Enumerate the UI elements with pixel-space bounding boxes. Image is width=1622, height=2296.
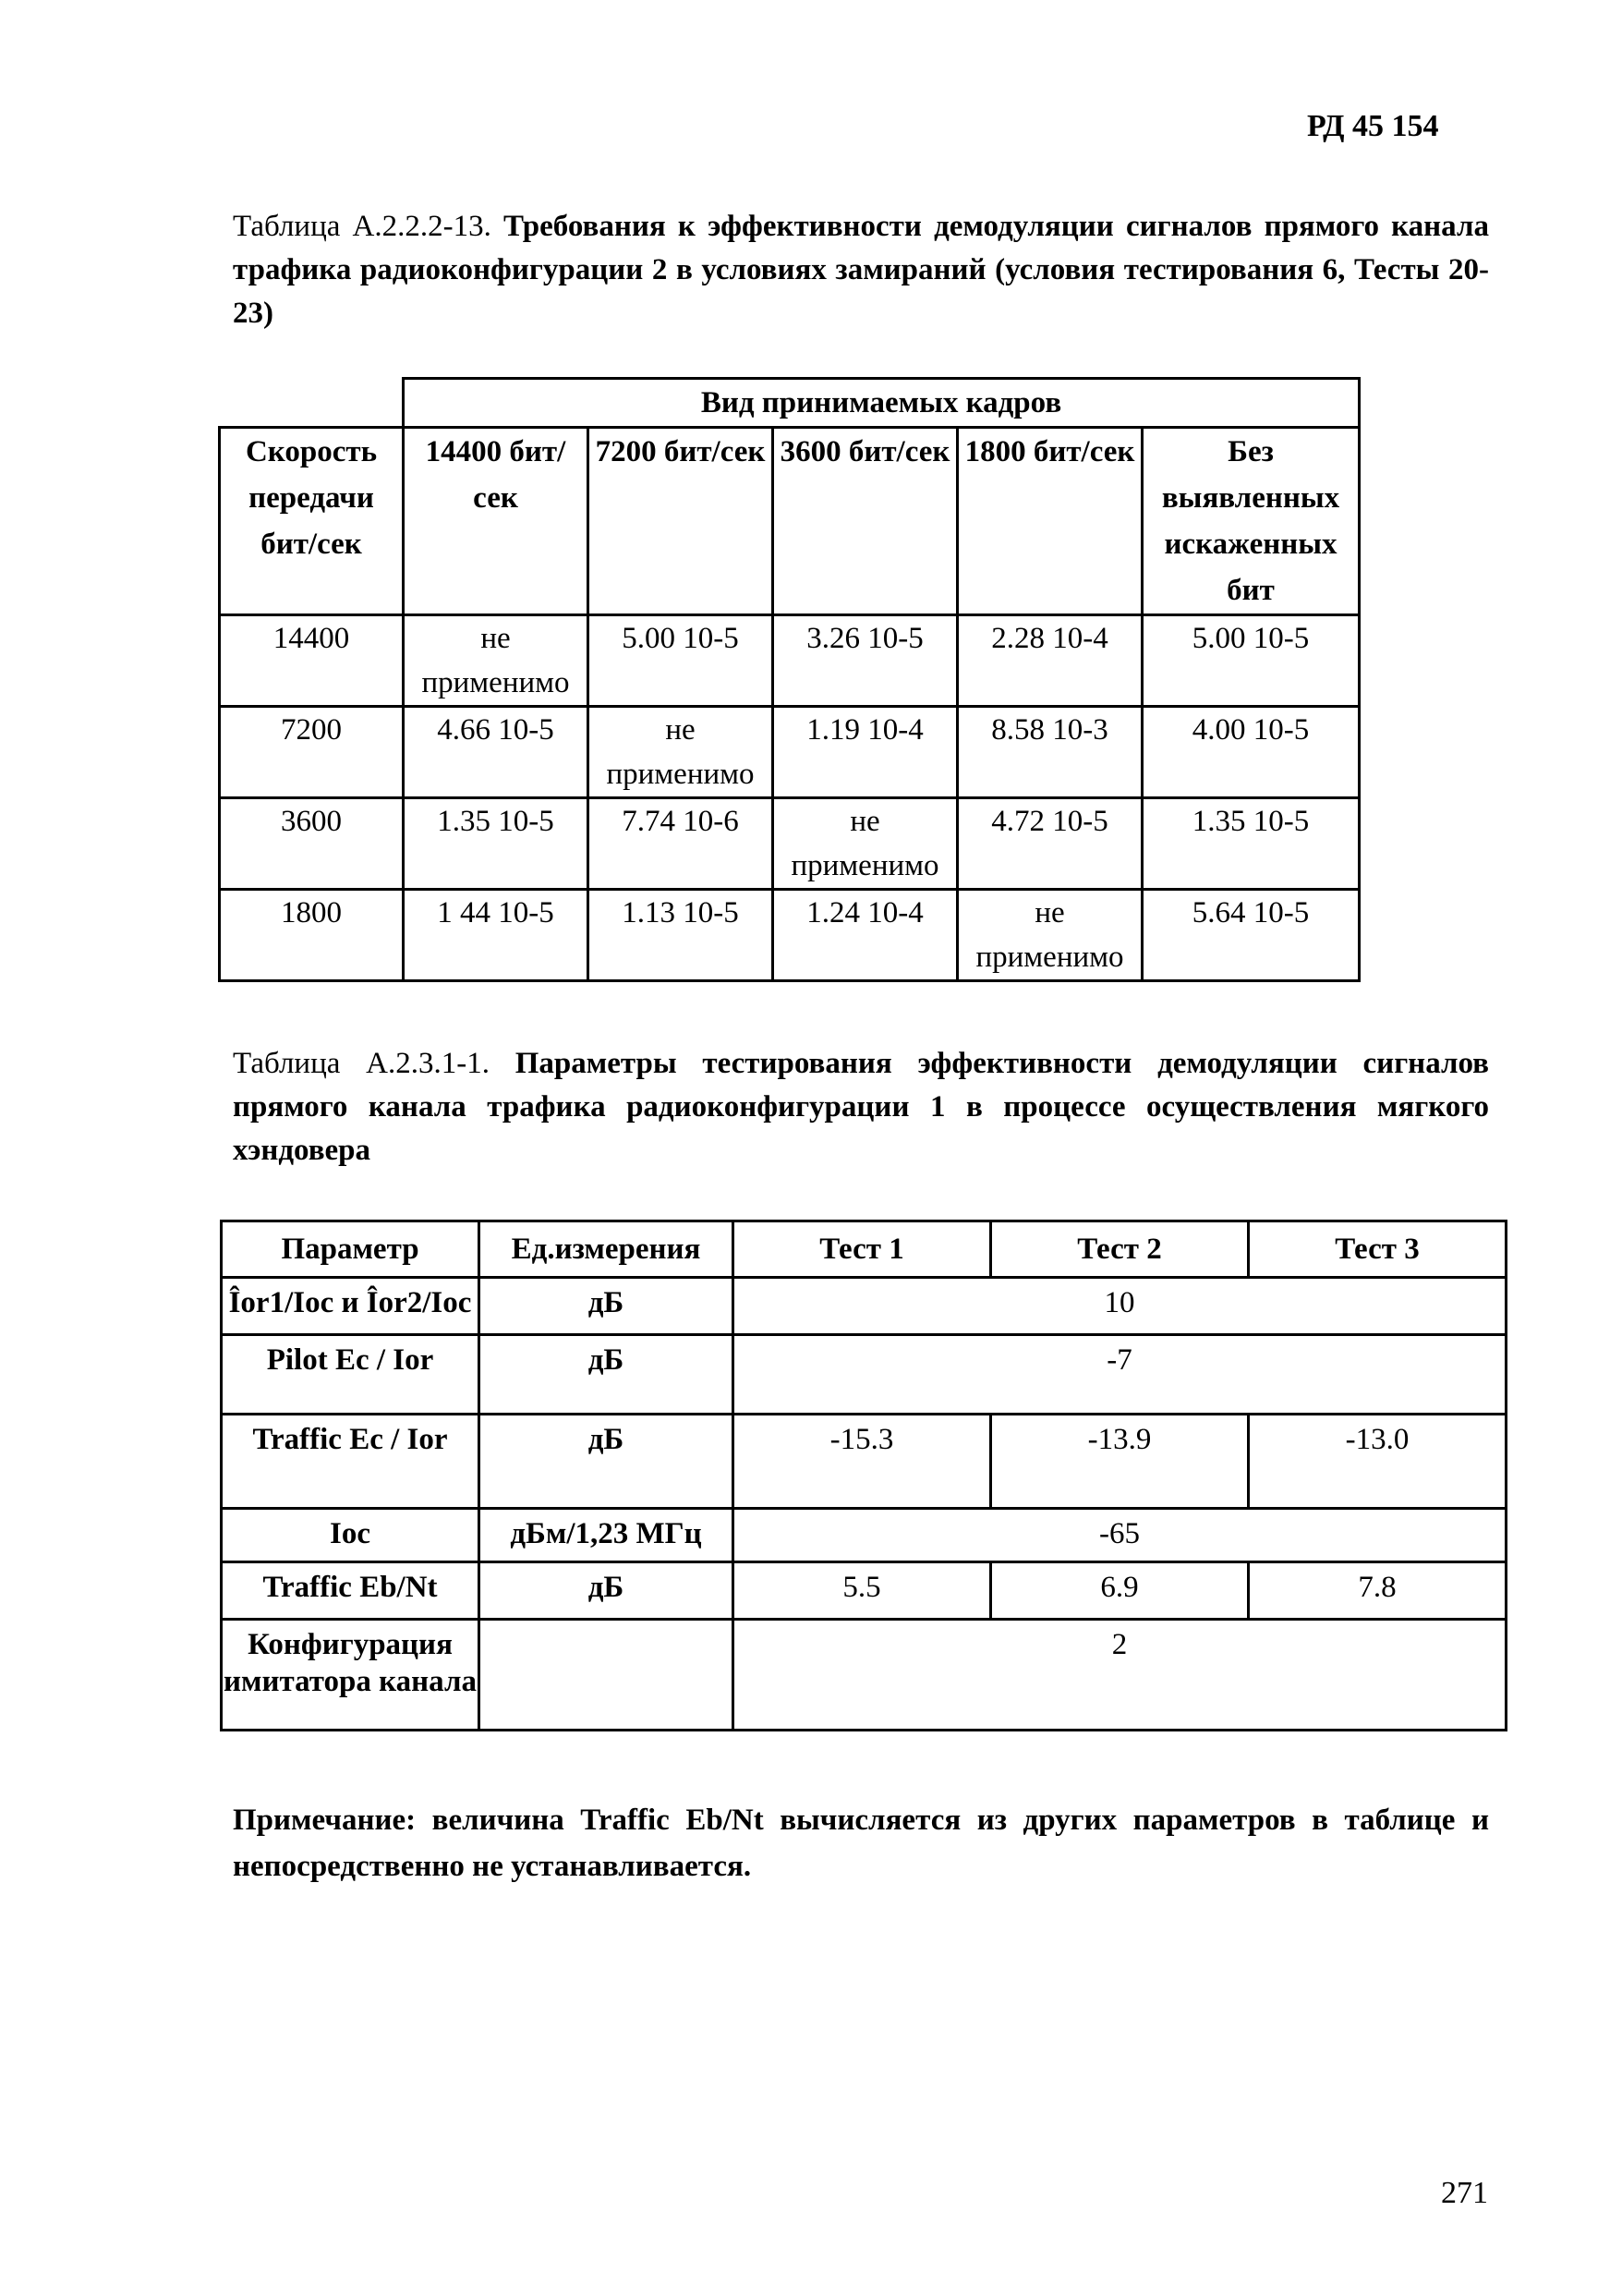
table-row [220, 798, 1360, 890]
col-header: 1800 бит/сек [958, 428, 1143, 615]
value-cell: -13.9 [991, 1415, 1249, 1509]
value-cell: 8.58 10-3 [958, 707, 1143, 798]
rate-cell: 7200 [220, 707, 404, 798]
unit-cell: дБ [479, 1335, 733, 1415]
table-row [222, 1415, 1507, 1509]
rate-cell: 1800 [220, 890, 404, 981]
value-cell: -65 [733, 1509, 1507, 1562]
value-cell: не применимо [404, 615, 588, 707]
page-number: 271 [1441, 2176, 1488, 2210]
param-cell: Ioc [222, 1509, 479, 1562]
unit-cell: дБ [479, 1278, 733, 1335]
unit-cell: дБм/1,23 МГц [479, 1509, 733, 1562]
value-cell: -7 [733, 1335, 1507, 1415]
row-header: Скорость передачи бит/сек [220, 428, 404, 615]
col-header: Параметр [222, 1221, 479, 1278]
col-header: Тест 3 [1249, 1221, 1507, 1278]
value-cell: 4.66 10-5 [404, 707, 588, 798]
value-cell: -15.3 [733, 1415, 991, 1509]
table1-caption-lead: Таблица А.2.2.2-13. [233, 210, 491, 243]
demodulation-requirements-table [218, 377, 1361, 982]
value-cell: 1.19 10-4 [773, 707, 958, 798]
value-cell: 10 [733, 1278, 1507, 1335]
value-cell: не применимо [773, 798, 958, 890]
value-cell: 5.00 10-5 [1143, 615, 1360, 707]
col-header: Без выявленных искаженных бит [1143, 428, 1360, 615]
unit-cell: дБ [479, 1415, 733, 1509]
param-cell: Traffic Ec / Ior [222, 1415, 479, 1509]
table2-caption-lead: Таблица А.2.3.1-1. [233, 1047, 490, 1080]
table-row [222, 1509, 1507, 1562]
param-cell: Pilot Ec / Ior [222, 1335, 479, 1415]
table-row [222, 1335, 1507, 1415]
value-cell: -13.0 [1249, 1415, 1507, 1509]
unit-cell: дБ [479, 1562, 733, 1620]
table-row [220, 707, 1360, 798]
soft-handover-parameters-table [220, 1220, 1507, 1731]
value-cell: 1.24 10-4 [773, 890, 958, 981]
value-cell: 5.00 10-5 [588, 615, 773, 707]
table-row [222, 1562, 1507, 1620]
value-cell: 4.72 10-5 [958, 798, 1143, 890]
document-code: РД 45 154 [1307, 109, 1439, 143]
value-cell: 1.13 10-5 [588, 890, 773, 981]
value-cell: 1 44 10-5 [404, 890, 588, 981]
param-cell: Îor1/Ioc и Îor2/Ioc [222, 1278, 479, 1335]
col-header: 7200 бит/сек [588, 428, 773, 615]
value-cell: 7.74 10-6 [588, 798, 773, 890]
table2-caption-text: Параметры тестирования эффективности демодуляции сигналов прямого канала трафика радиоконфигурации 1 в процессе осуществления мягкого хэндовера [233, 1047, 1489, 1167]
table1-caption [233, 205, 1489, 335]
table-row [220, 890, 1360, 981]
param-cell: Traffic Eb/Nt [222, 1562, 479, 1620]
rate-cell: 14400 [220, 615, 404, 707]
value-cell: 2 [733, 1620, 1507, 1731]
col-header: Тест 1 [733, 1221, 991, 1278]
table-row [222, 1278, 1507, 1335]
value-cell: 1.35 10-5 [1143, 798, 1360, 890]
value-cell: не применимо [588, 707, 773, 798]
value-cell: 7.8 [1249, 1562, 1507, 1620]
table2-caption [233, 1042, 1489, 1172]
value-cell: 3.26 10-5 [773, 615, 958, 707]
value-cell: 4.00 10-5 [1143, 707, 1360, 798]
unit-cell [479, 1620, 733, 1731]
table1-caption-text: Требования к эффективности демодуляции сигналов прямого канала трафика радиоконфигурации 2 в условиях замираний (условия тестирования 6, Тесты 20-23) [233, 210, 1489, 330]
param-cell: Конфигурация имитатора канала [222, 1620, 479, 1731]
value-cell: 5.5 [733, 1562, 991, 1620]
value-cell: 1.35 10-5 [404, 798, 588, 890]
group-header: Вид принимаемых кадров [404, 379, 1360, 428]
rate-cell: 3600 [220, 798, 404, 890]
value-cell: 5.64 10-5 [1143, 890, 1360, 981]
col-header: 14400 бит/сек [404, 428, 588, 615]
value-cell: не применимо [958, 890, 1143, 981]
value-cell: 6.9 [991, 1562, 1249, 1620]
col-header: Ед.измерения [479, 1221, 733, 1278]
table-note: Примечание: величина Traffic Eb/Nt вычисляется из других параметров в таблице и непосредственно не устанавливается. [233, 1804, 1489, 1883]
table-row [220, 615, 1360, 707]
table-row [222, 1620, 1507, 1731]
col-header: Тест 2 [991, 1221, 1249, 1278]
col-header: 3600 бит/сек [773, 428, 958, 615]
value-cell: 2.28 10-4 [958, 615, 1143, 707]
